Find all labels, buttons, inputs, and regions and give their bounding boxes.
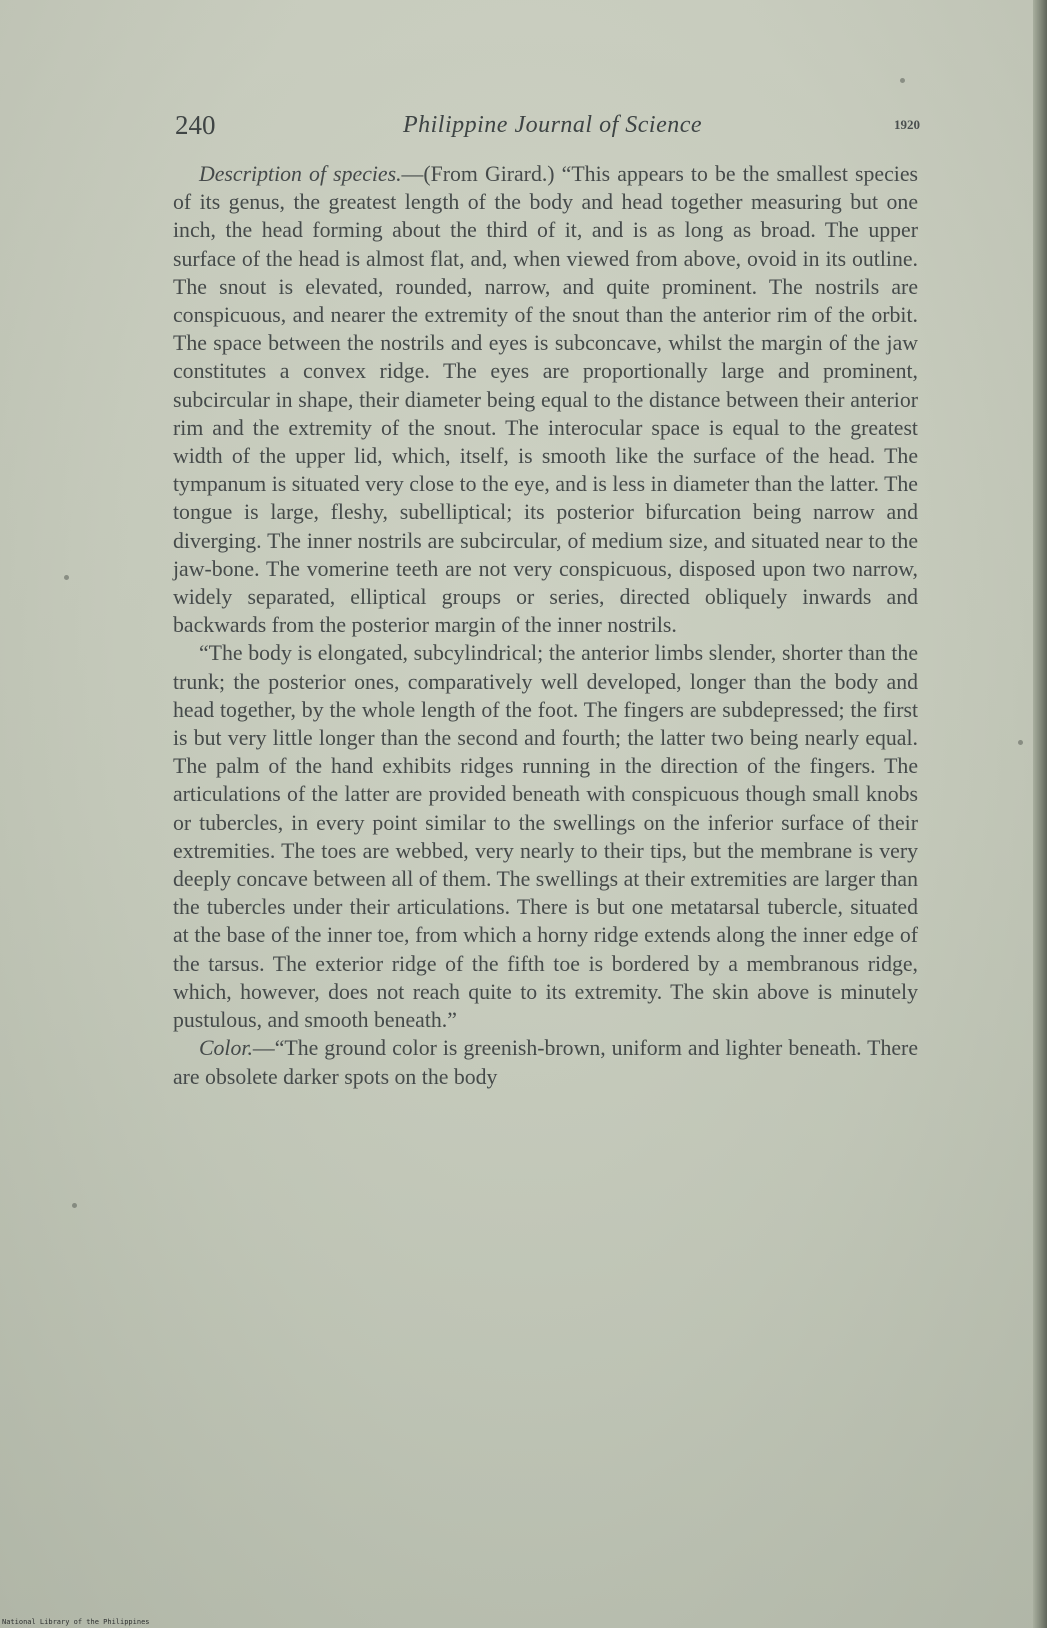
- scan-speck: [1018, 740, 1023, 745]
- paragraph-lead: Color.: [199, 1036, 253, 1061]
- publication-year: 1920: [894, 117, 920, 132]
- paragraph-text: “The body is elongated, subcylindrical; the anterior limbs slender, shorter than the trunk; the posterior ones, comparatively well developed, longer than the body and head together, by the whole length of the foot. The fingers are subdepressed; the first is but very little longer than the second and fourth; the latter two being nearly equal. The palm of the hand exhibits ridges running in the direction of the fingers. The articulations of the latter are provided beneath with conspicuous though small knobs or tubercles, in every point similar to the swellings on the inferior surface of their extremities. The toes are webbed, very nearly to their tips, but the membrane is very deeply concave between all of them. The swellings at their extremities are larger than the tubercles under their articulations. There is but one metatarsal tubercle, situated at the base of the inner toe, from which a horny ridge extends along the inner edge of the tarsus. The exterior ridge of the fifth toe is bordered by a membranous ridge, which, however, does not reach quite to its extremity. The skin above is minutely pustulous, and smooth beneath.”: [173, 641, 918, 1033]
- page-edge-shadow: [1033, 0, 1047, 1628]
- paragraph-lead: Description of species.: [199, 162, 402, 186]
- article-body: [173, 160, 918, 1091]
- running-header: [175, 110, 930, 146]
- paragraph-text: —“The ground color is greenish-brown, uniform and lighter beneath. There are obsolete darker spots on the body: [173, 1036, 918, 1089]
- paragraph-body: [173, 639, 918, 1034]
- scan-credit: National Library of the Philippines: [2, 1618, 150, 1626]
- paragraph-color: [173, 1034, 918, 1090]
- paragraph-text: —(From Girard.) “This appears to be the smallest species of its genus, the greatest length of the body and head together measuring but one inch, the head forming about the third of it, and is as long as broad. The upper surface of the head is almost flat, and, when viewed from above, ovoid in its outline. The snout is elevated, rounded, narrow, and quite prominent. The nostrils are conspicuous, and nearer the extremity of the snout than the anterior rim of the orbit. The space between the nostrils and eyes is subconcave, whilst the margin of the jaw constitutes a convex ridge. The eyes are proportionally large and prominent, subcircular in shape, their diameter being equal to the distance between their anterior rim and the extremity of the snout. The interocular space is equal to the greatest width of the upper lid, which, itself, is smooth like the surface of the head. The tympanum is situated very close to the eye, and is less in diameter than the latter. The tongue is large, fleshy, subelliptical; its posterior bifurcation being narrow and diverging. The inner nostrils are subcircular, of medium size, and situated near to the jaw-bone. The vomerine teeth are not very conspicuous, disposed upon two narrow, widely separated, elliptical groups or series, directed obliquely inwards and backwards from the posterior margin of the inner nostrils.: [173, 162, 918, 638]
- paragraph-description: [173, 160, 918, 639]
- scan-speck: [900, 78, 905, 83]
- journal-title: Philippine Journal of Science: [402, 112, 703, 138]
- page-number: 240: [175, 110, 216, 140]
- scan-speck: [72, 1203, 77, 1208]
- scan-speck: [64, 575, 69, 580]
